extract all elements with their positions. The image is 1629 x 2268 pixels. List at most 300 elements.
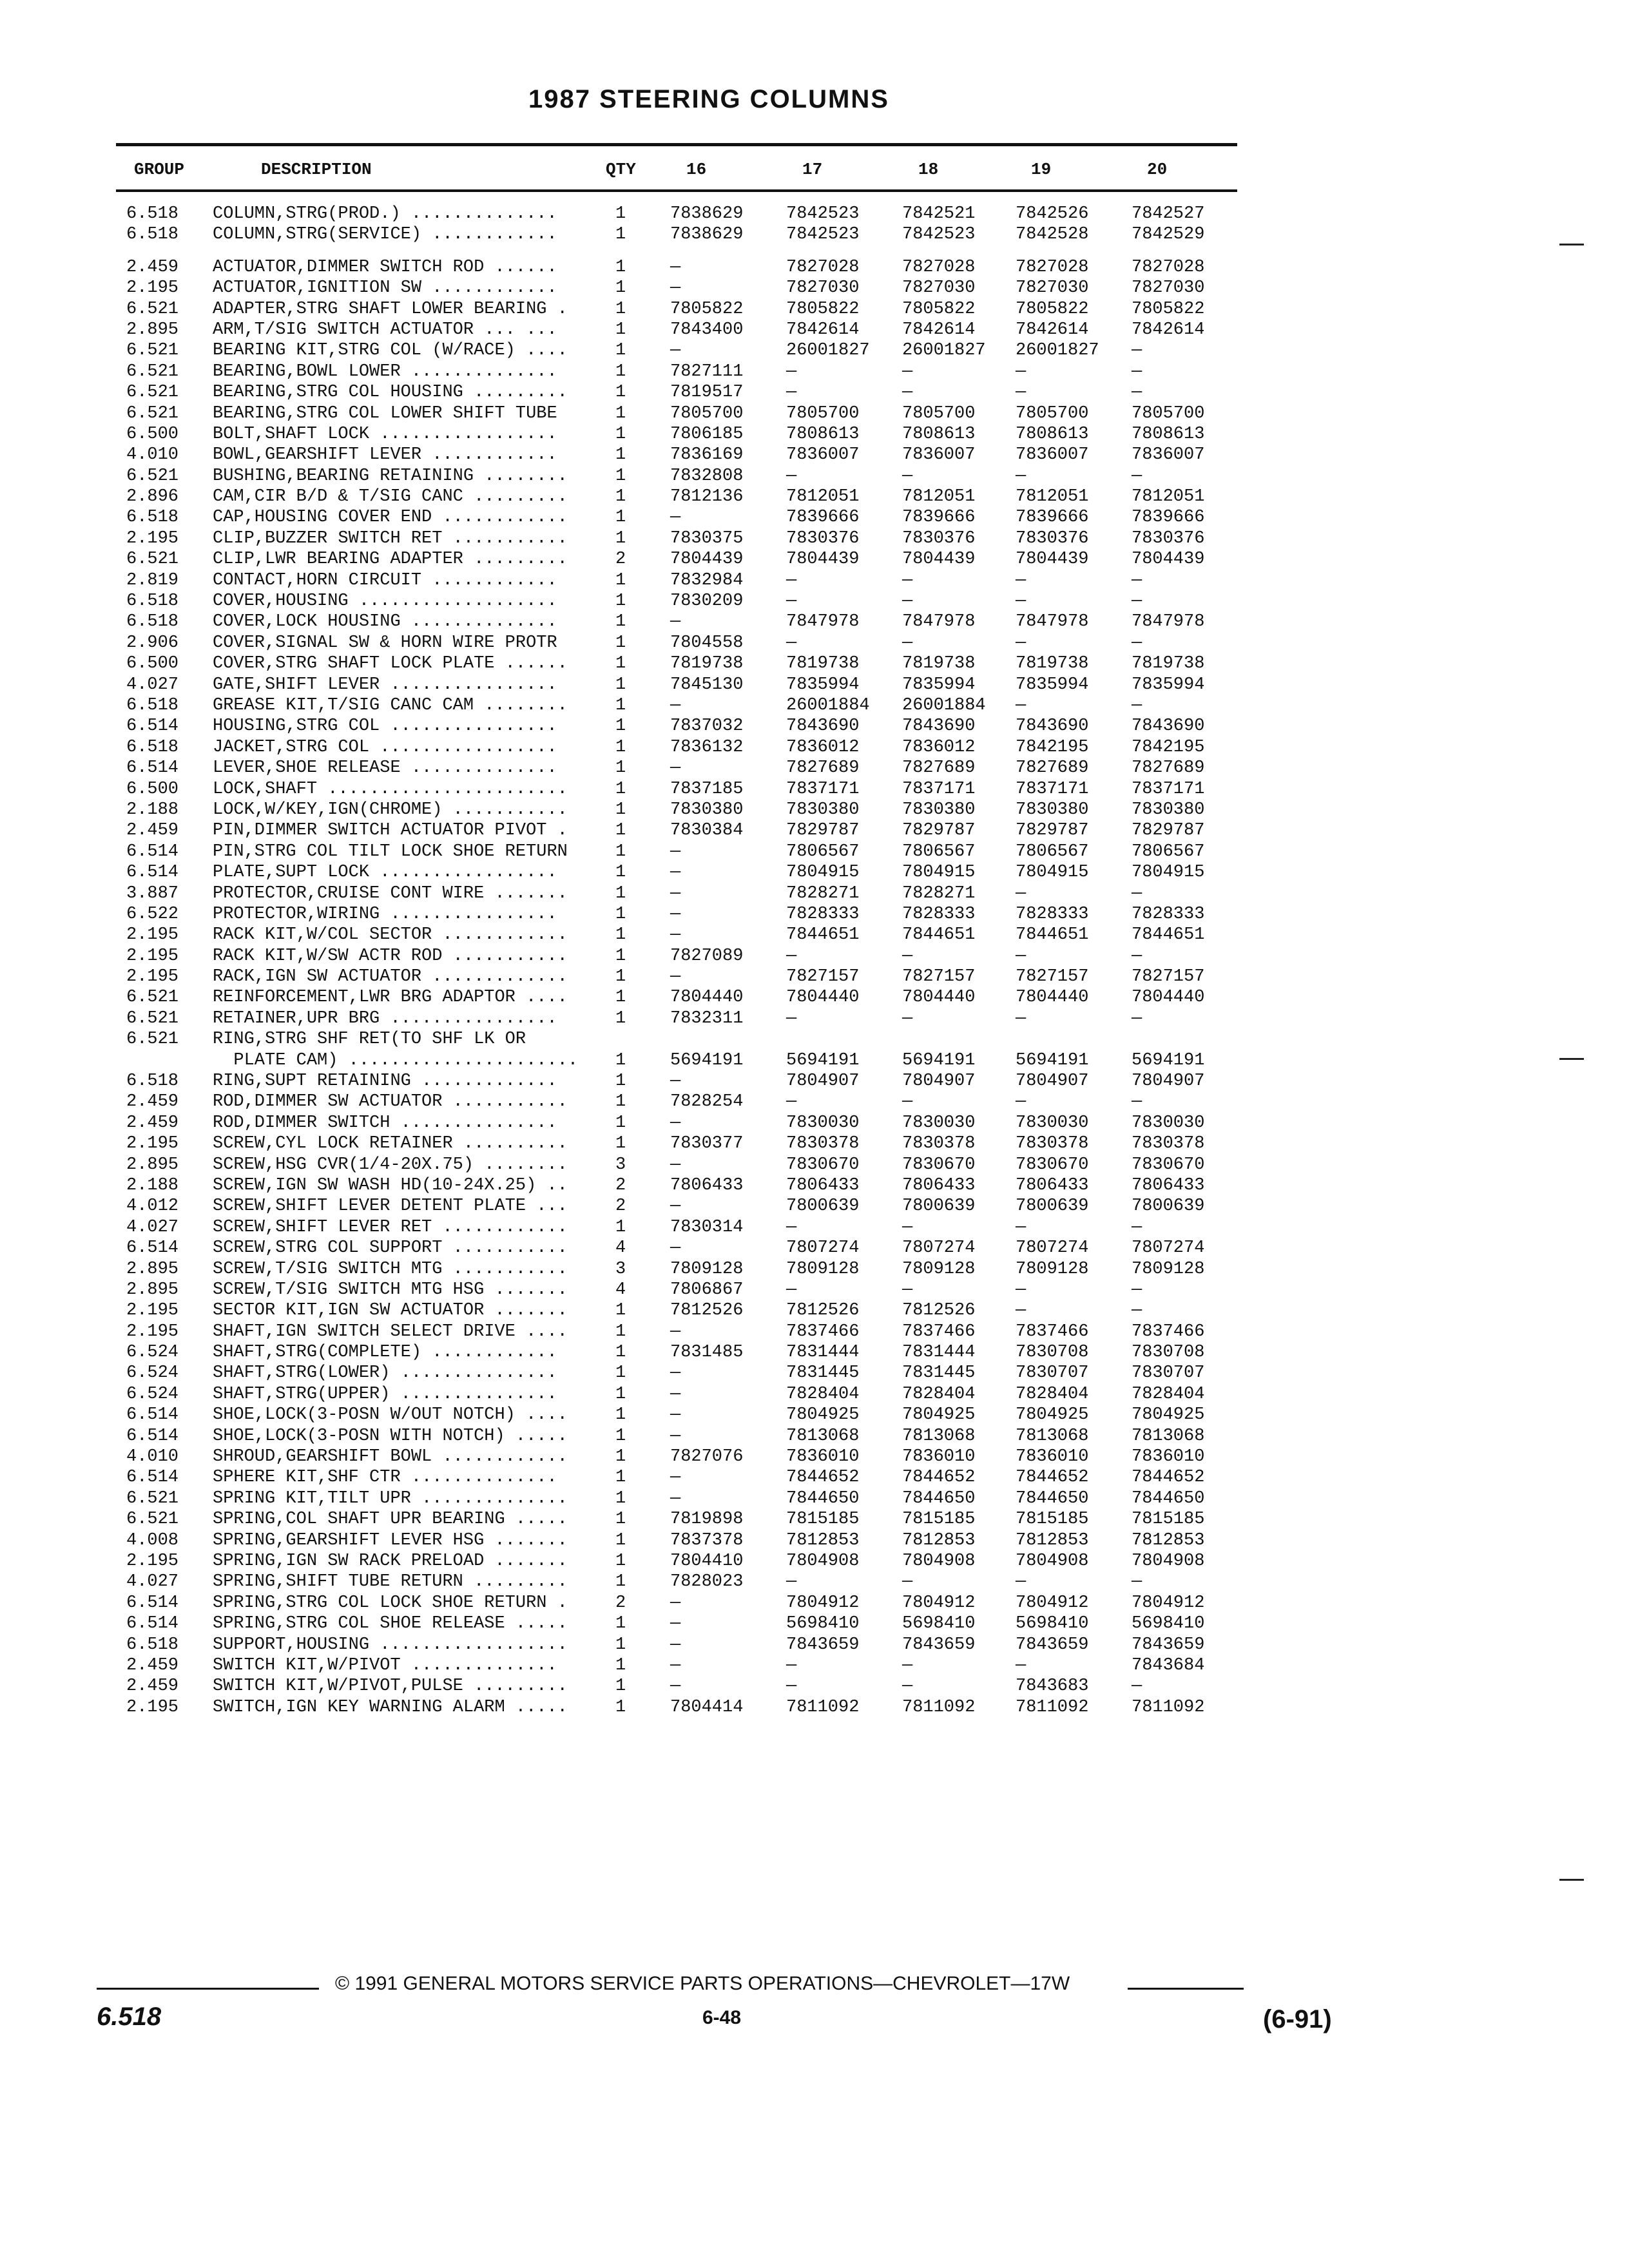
table-row — [0, 1050, 1629, 1071]
cell-col-19: 7827028 — [1016, 257, 1089, 277]
margin-mark — [1559, 1879, 1584, 1881]
cell-group: 6.514 — [126, 758, 179, 778]
cell-col-17: 7842523 — [786, 204, 860, 224]
cell-col-16: — — [670, 1072, 681, 1091]
cell-col-19: 7829787 — [1016, 821, 1089, 841]
cell-col-16: 7831485 — [670, 1343, 744, 1363]
cell-group: 4.027 — [126, 1217, 179, 1237]
cell-description: BEARING,STRG COL HOUSING ......... — [213, 383, 568, 403]
cell-col-17: — — [786, 1092, 797, 1112]
cell-description: BOWL,GEARSHIFT LEVER ............ — [213, 445, 557, 465]
margin-mark — [1559, 244, 1584, 245]
cell-col-18: 7842523 — [902, 225, 976, 245]
cell-col-18: — — [902, 1655, 913, 1675]
table-row — [0, 1426, 1629, 1446]
footer-date: (6-91) — [1263, 2005, 1332, 2033]
table-row — [0, 1488, 1629, 1509]
cell-qty: 1 — [615, 1635, 626, 1655]
cell-col-19: 7827689 — [1016, 758, 1089, 778]
cell-col-19: 7836010 — [1016, 1447, 1089, 1467]
cell-col-18: 7836010 — [902, 1447, 976, 1467]
cell-col-18: 7812526 — [902, 1301, 976, 1321]
cell-col-20: 7828404 — [1132, 1384, 1205, 1404]
cell-col-17: 7829787 — [786, 821, 860, 841]
cell-description: PIN,STRG COL TILT LOCK SHOE RETURN — [213, 841, 568, 861]
cell-col-18: — — [902, 1217, 913, 1237]
cell-col-20: 7827030 — [1132, 278, 1205, 298]
cell-col-17: 7815185 — [786, 1510, 860, 1530]
cell-qty: 1 — [615, 633, 626, 653]
cell-col-19: — — [1016, 466, 1027, 486]
table-row — [0, 925, 1629, 945]
cell-col-17: 7830378 — [786, 1134, 860, 1154]
cell-group: 2.895 — [126, 1259, 179, 1279]
cell-col-18: — — [902, 591, 913, 611]
cell-description: PLATE,SUPT LOCK ................. — [213, 863, 557, 883]
cell-description: CONTACT,HORN CIRCUIT ............ — [213, 570, 557, 590]
cell-col-16: 7804440 — [670, 988, 744, 1008]
cell-qty: 1 — [615, 841, 626, 861]
cell-qty: 2 — [615, 1196, 626, 1216]
table-row — [0, 1676, 1629, 1696]
cell-col-18: 7842521 — [902, 204, 976, 224]
cell-col-16: 7845130 — [670, 675, 744, 695]
cell-description: CAM,CIR B/D & T/SIG CANC ......... — [213, 487, 568, 507]
cell-col-20: 7842529 — [1132, 225, 1205, 245]
cell-col-18: 7836012 — [902, 737, 976, 757]
cell-col-20: — — [1132, 341, 1142, 361]
cell-description: SCREW,T/SIG SWITCH MTG ........... — [213, 1259, 568, 1279]
table-row — [0, 445, 1629, 465]
cell-col-16: 7812136 — [670, 487, 744, 507]
cell-col-20: 7836007 — [1132, 445, 1205, 465]
cell-col-16: 7837185 — [670, 779, 744, 799]
cell-group: 6.500 — [126, 424, 179, 444]
cell-col-18: 7830378 — [902, 1134, 976, 1154]
cell-col-17: 7812853 — [786, 1530, 860, 1550]
cell-col-19: 7837466 — [1016, 1321, 1089, 1341]
cell-description: RACK,IGN SW ACTUATOR ............. — [213, 967, 568, 987]
cell-col-20: 7830670 — [1132, 1155, 1205, 1175]
cell-col-16: 7830377 — [670, 1134, 744, 1154]
cell-col-18: 7804439 — [902, 550, 976, 570]
cell-qty: 1 — [615, 445, 626, 465]
cell-description: SCREW,STRG COL SUPPORT ........... — [213, 1238, 568, 1258]
cell-group: 2.188 — [126, 800, 179, 820]
cell-col-18: 26001827 — [902, 341, 986, 361]
cell-col-16: 7804558 — [670, 633, 744, 653]
table-row — [0, 1280, 1629, 1300]
cell-group: 2.895 — [126, 1155, 179, 1175]
cell-col-16: 7830209 — [670, 591, 744, 611]
table-row — [0, 340, 1629, 361]
cell-col-18: — — [902, 383, 913, 403]
cell-qty: 1 — [615, 883, 626, 903]
cell-col-19: 7804912 — [1016, 1593, 1089, 1613]
cell-col-20: 7812051 — [1132, 487, 1205, 507]
cell-qty: 1 — [615, 1343, 626, 1363]
cell-col-18: — — [902, 1008, 913, 1028]
cell-col-19: 7844650 — [1016, 1488, 1089, 1508]
table-row — [0, 204, 1629, 224]
cell-qty: 1 — [615, 1530, 626, 1550]
table-row — [0, 1655, 1629, 1676]
cell-group: 2.195 — [126, 1552, 179, 1571]
cell-col-18: — — [902, 361, 913, 381]
cell-group: 6.514 — [126, 1426, 179, 1446]
cell-group: 3.887 — [126, 883, 179, 903]
cell-group: 6.514 — [126, 1405, 179, 1425]
cell-qty: 1 — [615, 591, 626, 611]
cell-col-18: 7804912 — [902, 1593, 976, 1613]
cell-qty: 1 — [615, 299, 626, 319]
cell-col-20: 7809128 — [1132, 1259, 1205, 1279]
cell-col-18: 7835994 — [902, 675, 976, 695]
cell-col-19: 7804908 — [1016, 1552, 1089, 1571]
cell-col-20: 7847978 — [1132, 612, 1205, 632]
cell-group: 4.010 — [126, 445, 179, 465]
cell-col-17: 7804915 — [786, 863, 860, 883]
cell-col-20: 7815185 — [1132, 1510, 1205, 1530]
cell-qty: 1 — [615, 570, 626, 590]
cell-col-20: — — [1132, 361, 1142, 381]
cell-col-18: 7839666 — [902, 508, 976, 528]
cell-col-20: 7828333 — [1132, 904, 1205, 924]
cell-col-20: — — [1132, 1092, 1142, 1112]
cell-col-19: 7827030 — [1016, 278, 1089, 298]
cell-qty: 1 — [615, 737, 626, 757]
cell-description: LEVER,SHOE RELEASE .............. — [213, 758, 557, 778]
cell-col-18: 26001884 — [902, 695, 986, 715]
cell-group: 6.518 — [126, 225, 179, 245]
table-row — [0, 1467, 1629, 1488]
cell-group: 6.521 — [126, 361, 179, 381]
cell-col-17: — — [786, 383, 797, 403]
cell-group: 6.521 — [126, 1008, 179, 1028]
table-row — [0, 1571, 1629, 1592]
cell-group: 6.521 — [126, 341, 179, 361]
footer-rule-left — [97, 1988, 319, 1990]
cell-qty: 1 — [615, 675, 626, 695]
table-row — [0, 382, 1629, 403]
table-row — [0, 611, 1629, 632]
cell-col-20: — — [1132, 946, 1142, 966]
cell-col-17: — — [786, 1677, 797, 1696]
cell-col-20: 7806433 — [1132, 1175, 1205, 1195]
cell-col-16: 7843400 — [670, 320, 744, 340]
cell-col-18: 7800639 — [902, 1196, 976, 1216]
cell-description: LOCK,W/KEY,IGN(CHROME) ........... — [213, 800, 568, 820]
cell-group: 2.195 — [126, 1301, 179, 1321]
table-row — [0, 987, 1629, 1008]
table-row — [0, 716, 1629, 736]
cell-qty: 1 — [615, 1447, 626, 1467]
cell-col-19: 7830707 — [1016, 1363, 1089, 1383]
cell-group: 2.195 — [126, 1321, 179, 1341]
table-row — [0, 1384, 1629, 1405]
cell-col-18: 7806433 — [902, 1175, 976, 1195]
cell-description: GREASE KIT,T/SIG CANC CAM ........ — [213, 695, 568, 715]
cell-description: SPHERE KIT,SHF CTR .............. — [213, 1468, 557, 1488]
cell-col-20: 7830707 — [1132, 1363, 1205, 1383]
cell-description: CAP,HOUSING COVER END ............ — [213, 508, 568, 528]
table-row — [0, 841, 1629, 862]
cell-col-18: 7812051 — [902, 487, 976, 507]
cell-col-19: 7804915 — [1016, 863, 1089, 883]
cell-description: COVER,SIGNAL SW & HORN WIRE PROTR — [213, 633, 557, 653]
cell-col-16: 7830384 — [670, 821, 744, 841]
cell-col-19: 7804907 — [1016, 1072, 1089, 1091]
cell-description: SHAFT,STRG(UPPER) ............... — [213, 1384, 557, 1404]
cell-col-18: 7807274 — [902, 1238, 976, 1258]
cell-col-19: 7837171 — [1016, 779, 1089, 799]
table-row — [0, 1196, 1629, 1216]
cell-description: REINFORCEMENT,LWR BRG ADAPTOR .... — [213, 988, 568, 1008]
cell-group: 2.459 — [126, 1092, 179, 1112]
cell-col-16: 7827111 — [670, 361, 744, 381]
cell-group: 2.195 — [126, 528, 179, 548]
cell-col-17: 7847978 — [786, 612, 860, 632]
cell-col-19: 7842526 — [1016, 204, 1089, 224]
cell-col-17: 7827030 — [786, 278, 860, 298]
cell-qty: 3 — [615, 1259, 626, 1279]
cell-description: SWITCH KIT,W/PIVOT .............. — [213, 1655, 557, 1675]
cell-group: 4.008 — [126, 1530, 179, 1550]
cell-col-20: 7819738 — [1132, 654, 1205, 674]
cell-col-17: 7812526 — [786, 1301, 860, 1321]
cell-col-18: 7809128 — [902, 1259, 976, 1279]
cell-col-20: — — [1132, 1280, 1142, 1300]
cell-qty: 2 — [615, 550, 626, 570]
cell-group: 6.521 — [126, 466, 179, 486]
cell-col-19: 7809128 — [1016, 1259, 1089, 1279]
table-row — [0, 633, 1629, 653]
cell-group: 2.195 — [126, 1697, 179, 1717]
cell-col-17: 7805700 — [786, 403, 860, 423]
cell-col-17: 7804907 — [786, 1072, 860, 1091]
cell-group: 2.195 — [126, 925, 179, 945]
cell-col-19: — — [1016, 1008, 1027, 1028]
cell-col-17: 7804912 — [786, 1593, 860, 1613]
cell-description: BEARING KIT,STRG COL (W/RACE) .... — [213, 341, 568, 361]
cell-col-19: 5694191 — [1016, 1050, 1089, 1070]
cell-col-17: — — [786, 570, 797, 590]
cell-col-17: 7811092 — [786, 1697, 860, 1717]
cell-col-17: 7842614 — [786, 320, 860, 340]
cell-col-16: — — [670, 1468, 681, 1488]
cell-col-18: — — [902, 570, 913, 590]
cell-col-16: 7812526 — [670, 1301, 744, 1321]
cell-col-17: 7837171 — [786, 779, 860, 799]
cell-col-16: 7836169 — [670, 445, 744, 465]
cell-description: SPRING,SHIFT TUBE RETURN ......... — [213, 1572, 568, 1592]
cell-col-19: 7806567 — [1016, 841, 1089, 861]
cell-group: 6.522 — [126, 904, 179, 924]
cell-col-16: 7827076 — [670, 1447, 744, 1467]
cell-description: SCREW,HSG CVR(1/4-20X.75) ........ — [213, 1155, 568, 1175]
parts-table — [0, 204, 1629, 1718]
cell-description: BEARING,STRG COL LOWER SHIFT TUBE — [213, 403, 557, 423]
cell-description: SECTOR KIT,IGN SW ACTUATOR ....... — [213, 1301, 568, 1321]
cell-description: COVER,HOUSING ................... — [213, 591, 557, 611]
cell-col-17: — — [786, 1572, 797, 1592]
cell-col-19: 7804439 — [1016, 550, 1089, 570]
cell-description: SHOE,LOCK(3-POSN WITH NOTCH) ..... — [213, 1426, 568, 1446]
cell-col-17: 7835994 — [786, 675, 860, 695]
cell-col-18: 7844652 — [902, 1468, 976, 1488]
cell-col-16: 7809128 — [670, 1259, 744, 1279]
cell-group: 2.459 — [126, 821, 179, 841]
cell-group: 6.518 — [126, 612, 179, 632]
cell-description: SPRING KIT,TILT UPR .............. — [213, 1488, 568, 1508]
cell-col-19: 7843683 — [1016, 1677, 1089, 1696]
cell-col-20: 7843659 — [1132, 1635, 1205, 1655]
cell-group: 6.518 — [126, 737, 179, 757]
cell-col-20: 7830708 — [1132, 1343, 1205, 1363]
cell-col-19: — — [1016, 1280, 1027, 1300]
cell-qty: 1 — [615, 528, 626, 548]
cell-qty: 1 — [615, 925, 626, 945]
cell-col-16: — — [670, 904, 681, 924]
cell-description: SCREW,CYL LOCK RETAINER .......... — [213, 1134, 568, 1154]
cell-description: SHAFT,STRG(LOWER) ............... — [213, 1363, 557, 1383]
cell-col-16: — — [670, 1405, 681, 1425]
cell-col-16: — — [670, 1677, 681, 1696]
cell-description: HOUSING,STRG COL ................ — [213, 716, 557, 736]
cell-qty: 1 — [615, 225, 626, 245]
cell-col-20: 7844652 — [1132, 1468, 1205, 1488]
cell-group: 2.195 — [126, 967, 179, 987]
cell-col-19: 7844651 — [1016, 925, 1089, 945]
cell-col-18: 7827689 — [902, 758, 976, 778]
cell-description: SPRING,IGN SW RACK PRELOAD ....... — [213, 1552, 568, 1571]
cell-col-18: 7837171 — [902, 779, 976, 799]
cell-col-19: 7812051 — [1016, 487, 1089, 507]
cell-col-17: 7809128 — [786, 1259, 860, 1279]
cell-col-16: — — [670, 1113, 681, 1133]
cell-col-20: 7843684 — [1132, 1655, 1205, 1675]
cell-qty: 1 — [615, 320, 626, 340]
cell-col-18: 7830376 — [902, 528, 976, 548]
cell-col-16: — — [670, 1426, 681, 1446]
cell-col-17: — — [786, 1655, 797, 1675]
cell-col-16: 7819517 — [670, 383, 744, 403]
cell-description: PLATE CAM) ...................... — [213, 1050, 579, 1070]
cell-qty: 1 — [615, 383, 626, 403]
cell-col-20: 7804915 — [1132, 863, 1205, 883]
cell-col-20: 7812853 — [1132, 1530, 1205, 1550]
cell-qty: 1 — [615, 487, 626, 507]
cell-col-16: 7804414 — [670, 1697, 744, 1717]
table-row — [0, 695, 1629, 716]
cell-group: 6.518 — [126, 1635, 179, 1655]
cell-col-18: 7830030 — [902, 1113, 976, 1133]
cell-col-17: 7836007 — [786, 445, 860, 465]
cell-col-19: 26001827 — [1016, 341, 1099, 361]
cell-col-20: 7830380 — [1132, 800, 1205, 820]
cell-col-16: 7837378 — [670, 1530, 744, 1550]
cell-col-20: 7827028 — [1132, 257, 1205, 277]
cell-col-20: — — [1132, 1301, 1142, 1321]
cell-col-20: — — [1132, 591, 1142, 611]
table-row — [0, 966, 1629, 987]
cell-group: 2.195 — [126, 1134, 179, 1154]
cell-col-18: 7830380 — [902, 800, 976, 820]
cell-col-20: 7829787 — [1132, 821, 1205, 841]
cell-col-20: 7839666 — [1132, 508, 1205, 528]
table-row — [0, 570, 1629, 591]
cell-col-20: 7804908 — [1132, 1552, 1205, 1571]
cell-qty: 1 — [615, 863, 626, 883]
cell-col-19: 7813068 — [1016, 1426, 1089, 1446]
cell-col-17: 7827028 — [786, 257, 860, 277]
cell-qty: 1 — [615, 821, 626, 841]
cell-description: BEARING,BOWL LOWER .............. — [213, 361, 557, 381]
cell-qty: 1 — [615, 1113, 626, 1133]
cell-col-18: — — [902, 1280, 913, 1300]
table-row — [0, 549, 1629, 570]
cell-group: 2.188 — [126, 1175, 179, 1195]
cell-col-17: 26001884 — [786, 695, 870, 715]
cell-col-16: 7828254 — [670, 1092, 744, 1112]
cell-qty: 1 — [615, 1134, 626, 1154]
cell-col-18: 5694191 — [902, 1050, 976, 1070]
cell-qty: 1 — [615, 1321, 626, 1341]
cell-col-19: 7843659 — [1016, 1635, 1089, 1655]
cell-col-17: — — [786, 1008, 797, 1028]
cell-group: 6.514 — [126, 841, 179, 861]
cell-qty: 1 — [615, 967, 626, 987]
cell-qty: 2 — [615, 1175, 626, 1195]
cell-description: COVER,STRG SHAFT LOCK PLATE ...... — [213, 654, 568, 674]
cell-col-19: — — [1016, 570, 1027, 590]
cell-description: SHOE,LOCK(3-POSN W/OUT NOTCH) .... — [213, 1405, 568, 1425]
cell-col-16: 7819898 — [670, 1510, 744, 1530]
cell-qty: 2 — [615, 1593, 626, 1613]
table-row — [0, 466, 1629, 486]
cell-col-18: 7843659 — [902, 1635, 976, 1655]
cell-qty: 1 — [615, 1008, 626, 1028]
cell-group: 6.514 — [126, 1593, 179, 1613]
cell-col-17: 7806433 — [786, 1175, 860, 1195]
cell-qty: 1 — [615, 1050, 626, 1070]
cell-description: JACKET,STRG COL ................. — [213, 737, 557, 757]
cell-qty: 1 — [615, 1655, 626, 1675]
cell-qty: 1 — [615, 1384, 626, 1404]
cell-group: 4.012 — [126, 1196, 179, 1216]
cell-group: 6.521 — [126, 383, 179, 403]
cell-col-16: — — [670, 883, 681, 903]
cell-group: 6.514 — [126, 1614, 179, 1634]
cell-col-20: 7844651 — [1132, 925, 1205, 945]
page-title: 1987 STEERING COLUMNS — [528, 85, 889, 113]
cell-col-20: 7804925 — [1132, 1405, 1205, 1425]
table-row — [0, 1155, 1629, 1175]
cell-col-16: 7830380 — [670, 800, 744, 820]
cell-col-17: — — [786, 361, 797, 381]
table-row — [0, 1593, 1629, 1613]
footer-rule-right — [1128, 1988, 1244, 1990]
footer-page-number: 6-48 — [702, 2007, 742, 2028]
cell-col-19: — — [1016, 1572, 1027, 1592]
table-row — [0, 800, 1629, 820]
cell-qty: 1 — [615, 1614, 626, 1634]
cell-group: 6.521 — [126, 988, 179, 1008]
cell-col-19: — — [1016, 695, 1027, 715]
cell-col-19: 7804440 — [1016, 988, 1089, 1008]
cell-col-16: 7832808 — [670, 466, 744, 486]
cell-col-16: 7819738 — [670, 654, 744, 674]
